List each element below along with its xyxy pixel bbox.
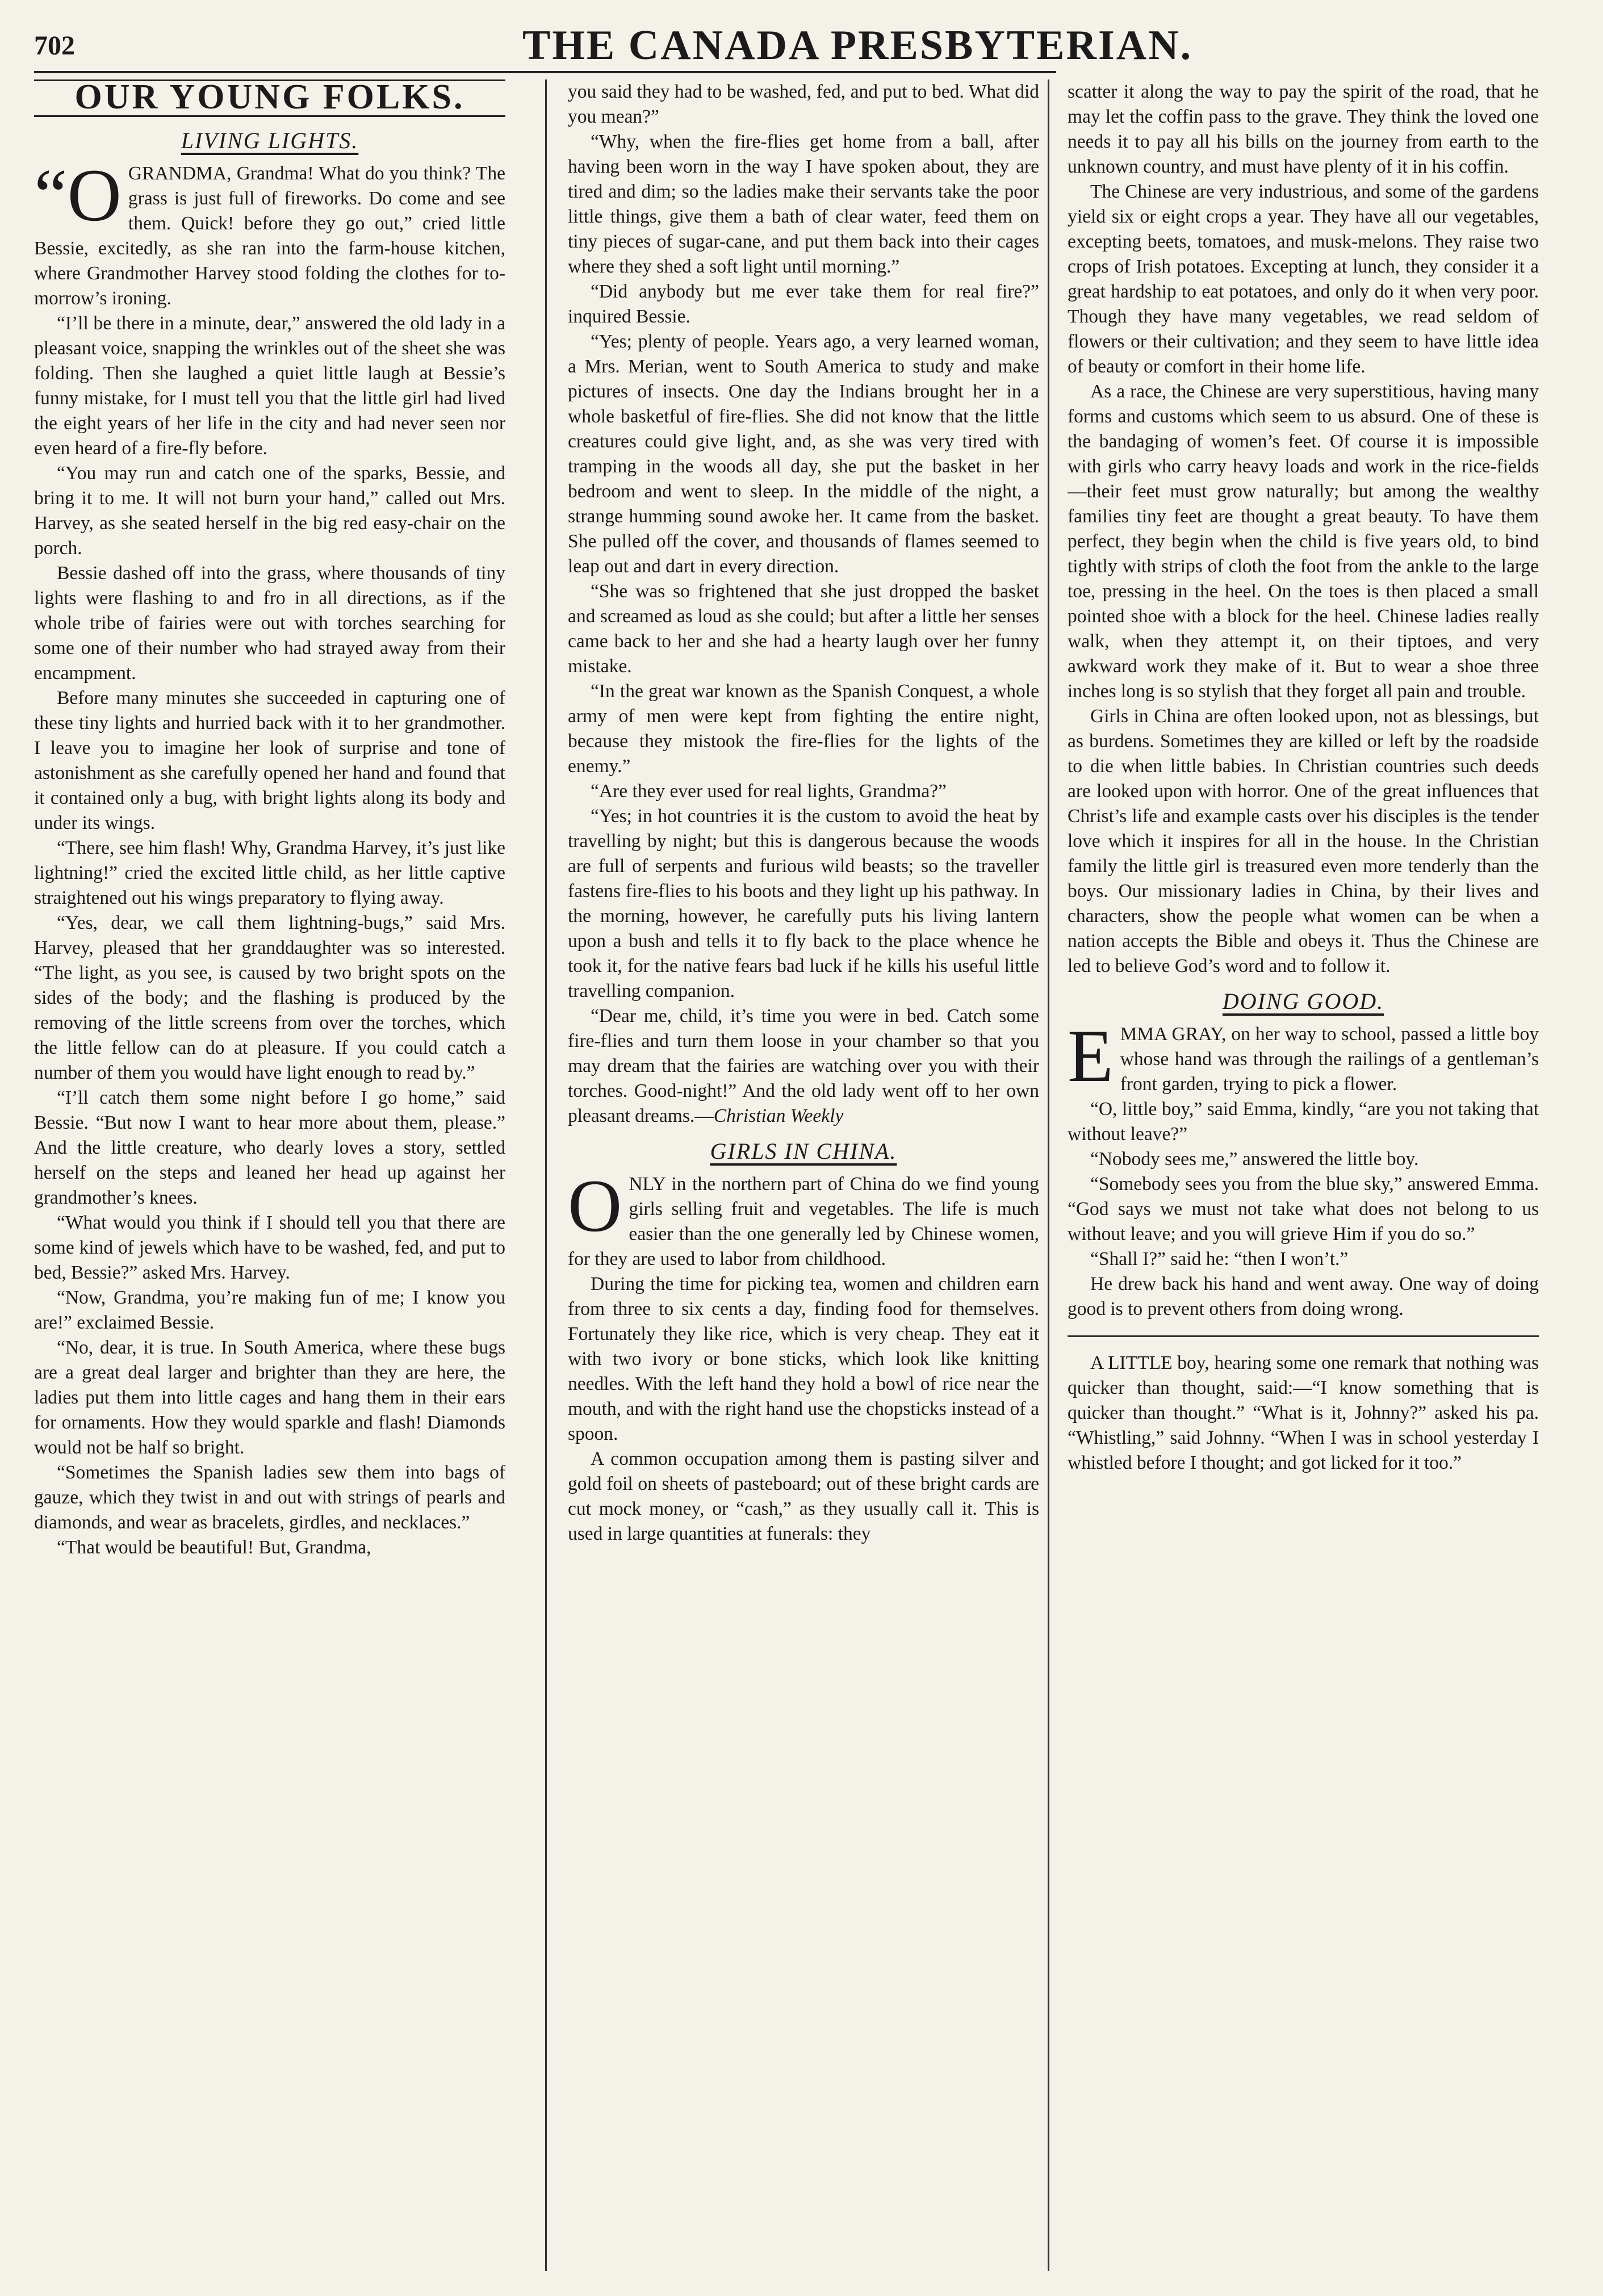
article-source: Christian Weekly: [713, 1105, 844, 1126]
paragraph: “I’ll be there in a minute, dear,” answered the old lady in a pleasant voice, snapping the wrinkles out of the sheet she was folding. Then she laughed a quiet little laugh at Bessie’s funny mistake, for I must tell you that the little girl had lived the eight years of her life in the city and had never seen nor even heard of a fire-fly before.: [34, 313, 505, 459]
paragraph: Girls in China are often looked upon, not as blessings, but as burdens. Sometimes they are killed or left by the roadside to die when little babies. In Christian countries such deeds are looked upon with horror. One of the great influences that Christ’s life and example casts over his disciples is the tender love which it inspires for all in the house. In the Christian family the little girl is treasured even more tenderly than the boys. Our missionary ladies in China, by their lives and characters, show the people what women can be when a nation accepts the Bible and obeys it. Thus the Chinese are led to believe God’s word and to follow it.: [1068, 706, 1539, 977]
article-living-lights: [34, 153, 505, 1560]
paragraph: “Yes; plenty of people. Years ago, a very learned woman, a Mrs. Merian, went to South America to study and make pictures of insects. One day the Indians brought her in a whole basketful of fire-flies. She did not know that the little creatures could give light, and, as she was very tired with tramping in the woods all day, she put the basket in her bedroom and went to sleep. In the middle of the night, a strange humming sound awoke her. It came from the basket. She pulled off the cover, and thousands of flames seemed to leap out and dart in every direction.: [568, 331, 1039, 577]
paragraph: “In the great war known as the Spanish Conquest, a whole army of men were kept from fighting the entire night, because they mistook the fire-flies for the lights of the enemy.”: [568, 681, 1039, 777]
article-girls-in-china: [568, 1164, 1039, 1547]
column-3: [1068, 79, 1539, 2271]
paragraph: As a race, the Chinese are very superstitious, having many forms and customs which seem to us absurd. One of these is the bandaging of women’s feet. Of course it is impossible with girls who carry heavy loads and work in the rice-fields—their feet must grow naturally; but among the wealthy families tiny feet are thought a great beauty. To have them perfect, they begin when the child is five years old, to bind tightly with strips of cloth the foot from the ankle to the large toe, pressing in the heel. On the toes is then placed a small pointed shoe with a block for the heel. Chinese ladies really walk, when they attempt it, on their tiptoes, and very awkward work they make of it. But to wear a shoe three inches long is so stylish that they forget all pain and trouble.: [1068, 381, 1539, 702]
article-title-living-lights: LIVING LIGHTS.: [181, 128, 359, 153]
paragraph: He drew back his hand and went away. One way of doing good is to prevent others from doing wrong.: [1068, 1273, 1539, 1319]
section-title: OUR YOUNG FOLKS.: [34, 79, 505, 117]
paragraph: “There, see him flash! Why, Grandma Harvey, it’s just like lightning!” cried the excited little child, as her little captive straightened out his wings preparatory to flying away.: [34, 837, 505, 908]
paragraph: Bessie dashed off into the grass, where thousands of tiny lights were flashing to and fro in all directions, as if the whole tribe of fairies were out with torches searching for some one of their number who had strayed away from their encampment.: [34, 563, 505, 684]
paragraph: scatter it along the way to pay the spirit of the road, that he may let the coffin pass to the grave. They think the loved one needs it to pay all his bills on the journey from earth to the unknown country, and must have plenty of it in his coffin.: [1068, 81, 1539, 177]
drop-cap: O: [568, 1164, 622, 1247]
header-rule: [34, 71, 1056, 73]
paragraph: Before many minutes she succeeded in capturing one of these tiny lights and hurried back with it to her grandmother. I leave you to imagine her look of surprise and tone of astonishment as she carefully opened her hand and found that it contained only a bug, with bright lights along its body and under its wings.: [34, 688, 505, 833]
paragraph: “She was so frightened that she just dropped the basket and screamed as loud as she could; but after a little her senses came back to her and she had a hearty laugh over her funny mistake.: [568, 581, 1039, 677]
paragraph: “Are they ever used for real lights, Grandma?”: [591, 781, 947, 802]
article-title-doing-good: DOING GOOD.: [1222, 988, 1384, 1014]
paragraph: The Chinese are very industrious, and some of the gardens yield six or eight crops a year. They have all our vegetables, excepting beets, tomatoes, and musk-melons. They raise two crops of Irish potatoes. Excepting at lunch, they consider it a great hardship to eat potatoes, and only do it when very poor. Though they have many vegetables, we read seldom of flowers or their cultivation; and they seem to have little idea of beauty or comfort in their home life.: [1068, 181, 1539, 377]
paragraph: “Yes, dear, we call them lightning-bugs,” said Mrs. Harvey, pleased that her granddaughter was so interested. “The light, as you see, is caused by two bright spots on the sides of the body; and the flashing is produced by the removing of the little screens from over the torches, which the little fellow can do at pleasure. If you could catch a number of them you would have light enough to read by.”: [34, 912, 505, 1083]
column-divider: [1048, 79, 1049, 2271]
paragraph: “Dear me, child, it’s time you were in bed. Catch some fire-flies and turn them loose in your chamber so that you may dream that the fairies are watching over you with their torches. Good-night!” And the old lady went off to her own pleasant dreams.—Christian Weekly: [568, 1005, 1039, 1126]
paragraph: A common occupation among them is pasting silver and gold foil on sheets of pasteboard; out of these bright cards are cut mock money, or “cash,” as they usually call it. This is used in large quantities at funerals: they: [568, 1448, 1039, 1544]
paragraph: “O, little boy,” said Emma, kindly, “are you not taking that without leave?”: [1068, 1099, 1539, 1145]
column-divider: [545, 79, 547, 2271]
article-doing-good: [1068, 1014, 1539, 1322]
paragraph: “Yes; in hot countries it is the custom to avoid the heat by travelling by night; but this is dangerous because the woods are full of serpents and furious wild beasts; so the traveller fastens fire-flies to his boots and they light up his pathway. In the morning, however, he carefully puts his living lantern upon a bush and tells it to fly back to the place whence he took it, for the native fears bad luck if he kills his useful little travelling companion.: [568, 806, 1039, 1002]
paragraph: “What would you think if I should tell you that there are some kind of jewels which have to be washed, fed, and put to bed, Bessie?” asked Mrs. Harvey.: [34, 1212, 505, 1283]
drop-cap: E: [1068, 1014, 1114, 1097]
paragraph: “Nobody sees me,” answered the little boy.: [1090, 1149, 1419, 1170]
section-divider: [1068, 1335, 1539, 1337]
anecdote: A LITTLE boy, hearing some one remark that nothing was quicker than thought, said:—“I know something that is quicker than thought.” “What is it, Johnny?” asked his pa. “Whistling,” said Johnny. “When I was in school yesterday I whistled before I thought; and got licked for it too.”: [1068, 1352, 1539, 1473]
paragraph: ONLY in the northern part of China do we find young girls selling fruit and vegetables. The life is much easier than the one generally led by Chinese women, for they are used to labor from childhood.: [568, 1164, 1039, 1269]
article-title-girls-in-china: GIRLS IN CHINA.: [710, 1138, 897, 1164]
paragraph: “Sometimes the Spanish ladies sew them into bags of gauze, which they twist in and out with strings of pearls and diamonds, and wear as bracelets, girdles, and necklaces.”: [34, 1462, 505, 1533]
paragraph: “I’ll catch them some night before I go home,” said Bessie. “But now I want to hear more about them, please.” And the little creature, who dearly loves a story, settled herself on the steps and leaned her head up against her grandmother’s knees.: [34, 1087, 505, 1208]
paragraph: “Shall I?” said he: “then I won’t.”: [1090, 1248, 1349, 1269]
paragraph: “No, dear, it is true. In South America, where these bugs are a great deal larger and brighter than they are here, the ladies put them into little cages and hang them in their ears for ornaments. How they would sparkle and flash! Diamonds would not be half so bright.: [34, 1337, 505, 1458]
page-number: 702: [34, 30, 75, 61]
drop-cap: “O: [34, 153, 122, 237]
column-1: [34, 79, 505, 2271]
paragraph: During the time for picking tea, women and children earn from three to six cents a day, finding food for themselves. Fortunately they like rice, which is very cheap. They eat it with two ivory or bone sticks, which look like knitting needles. With the left hand they hold a bowl of rice near the mouth, and with the right hand use the chopsticks instead of a spoon.: [568, 1273, 1039, 1444]
paragraph: “Now, Grandma, you’re making fun of me; I know you are!” exclaimed Bessie.: [34, 1287, 505, 1333]
paragraph: “Did anybody but me ever take them for real fire?” inquired Bessie.: [568, 281, 1039, 327]
paragraph: “Somebody sees you from the blue sky,” answered Emma. “God says we must not take what does not belong to us without leave; and you will grieve Him if you do so.”: [1068, 1174, 1539, 1245]
paragraph: “You may run and catch one of the sparks, Bessie, and bring it to me. It will not burn your hand,” called out Mrs. Harvey, as she seated herself in the big red easy-chair on the porch.: [34, 463, 505, 559]
column-2: [568, 79, 1039, 2271]
paragraph: “That would be beautiful! But, Grandma,: [57, 1537, 371, 1558]
paragraph: you said they had to be washed, fed, and put to bed. What did you mean?”: [568, 81, 1039, 127]
paragraph: “Why, when the fire-flies get home from a ball, after having been worn in the way I have spoken about, they are tired and dim; so the ladies make their servants take the poor little things, give them a bath of clear water, feed them on tiny pieces of sugar-cane, and put them back into their cages where they shed a soft light until morning.”: [568, 131, 1039, 277]
paragraph: EMMA GRAY, on her way to school, passed a little boy whose hand was through the railings of a gentleman’s front garden, trying to pick a flower.: [1068, 1014, 1539, 1097]
paragraph: “O GRANDMA, Grandma! What do you think? The grass is just full of fireworks. Do come and see them. Quick! before they go out,” cried little Bessie, excitedly, as she ran into the farm-house kitchen, where Grandmother Harvey stood folding the clothes for to-morrow’s ironing.: [34, 153, 505, 309]
newspaper-title: THE CANADA PRESBYTERIAN.: [522, 22, 1193, 69]
